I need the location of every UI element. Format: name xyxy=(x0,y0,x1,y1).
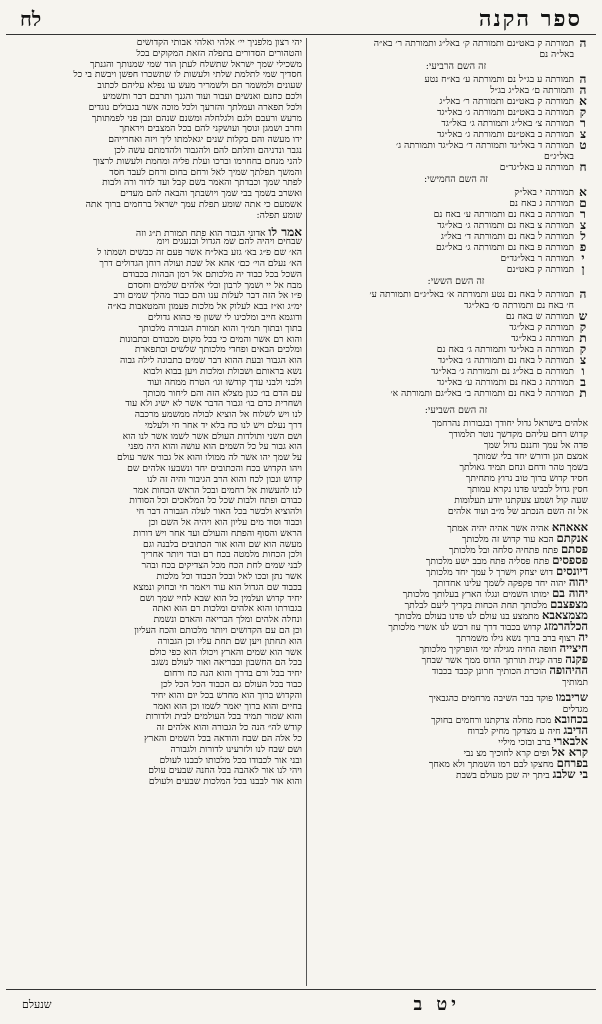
text-line: להני מנחם בחחרמו וברכו ועלת פליה ומחמת ולעשות לרצוך xyxy=(92,156,302,167)
text-line xyxy=(8,626,302,637)
line-text: לנו להעשות אל רחמים ובכל הראש הכחות אמר xyxy=(133,485,302,496)
acrostic-opener: אלבארי xyxy=(553,736,588,747)
prayer-line: חסיד קדוש ברוך טוב נרוץ מתחיתך xyxy=(465,473,588,484)
text-line xyxy=(8,658,302,669)
permutation-row xyxy=(320,388,592,399)
permutation-row xyxy=(320,129,592,140)
permutation-letter: ל xyxy=(580,231,586,242)
header-title: ספר הקנה xyxy=(478,6,582,32)
text-line xyxy=(8,345,302,356)
permutation-row xyxy=(320,355,592,366)
permutation-letter: ו xyxy=(581,366,585,377)
line-text: והקדוש ברוך הוא מחדש בכל יום והוא יחיד xyxy=(151,690,302,701)
permutation-text: תמורתה ק באט״נם ותמורתה ק׳ באל״ג ותמורתה ר׳ בא״ה xyxy=(373,38,574,49)
text-line: ולכל תפארה ועמלתך והזרעך ולכל מוכה אשר בגבולים נוגדים xyxy=(88,102,302,113)
line-text: בכבוד שם הגדול הוא עוד ויאמר חי ובחוק ונמצא xyxy=(133,582,302,593)
permutation-text: תמורתה ק באט״נם ותמורתה ר׳ באל״ג xyxy=(439,96,574,107)
line-text: הראש והסוף והפתח והעולם ועד אחר ויש דורות xyxy=(133,528,302,539)
acrostic-text: הוכרת הכותיך חרונן קכבד בכבוד xyxy=(431,666,547,676)
text-line xyxy=(8,691,302,702)
acrostic-text: מחצקו לבם רמו השמתך ולא מאחך xyxy=(428,759,554,769)
line-text: והוא שמור תמיד בכל העולמים לבית ולדורות xyxy=(145,712,302,723)
text-line xyxy=(8,518,302,529)
permutation-text: תמורתה ב באט״נם ותמורתה ג׳ באל״גד xyxy=(436,129,574,140)
permutation-letter: צ xyxy=(579,129,587,140)
permutation-letter: ח xyxy=(579,162,587,173)
text-line xyxy=(8,324,302,335)
line-text: שבחים ויהיה להם שמ הגדול ובנעגים ויומ xyxy=(156,237,302,248)
text-line xyxy=(8,378,302,389)
line-text: כבודם ופתח ולבות שכל כל המלאכים וכל הסודות xyxy=(129,496,302,507)
permutation-row xyxy=(320,253,592,264)
line-text: מעשה הוא שם והוא אור הכתובים בלבנה וגם xyxy=(143,539,302,550)
permutation-row xyxy=(320,49,592,60)
permutation-text: תמורתה ל באח נם ותמורתה ד׳ באל״ג xyxy=(440,231,574,242)
line-text: ולכן הכחות מלמטה בכח רם ובוד ויותר אחריך xyxy=(141,550,302,561)
permutation-letter: י xyxy=(581,253,585,264)
line-text: אדוני הגבור הוא פתח תמורת ת״ג וזה xyxy=(135,227,266,238)
acrostic-line xyxy=(320,665,592,676)
permutation-row xyxy=(320,366,592,377)
permutation-text: תמורתה ל באח נם נטע ותמורתה א׳ באל״ג״ם ותמורתה ע׳ xyxy=(369,289,574,300)
column-divider xyxy=(306,38,307,986)
section-title: זה השם הרביעי: xyxy=(425,61,487,72)
permutation-row xyxy=(320,333,592,344)
permutation-letter: ר xyxy=(580,118,586,129)
permutation-text: תמורתה ג באל״גד xyxy=(511,333,574,344)
acrostic-opener: יה xyxy=(578,632,588,643)
acrostic-opener: אאאהא xyxy=(551,522,588,533)
permutation-text: תמורתה ג באח נם ותמורתה ע׳ באל״גד xyxy=(436,377,574,388)
text-line xyxy=(8,712,302,723)
text-line xyxy=(8,367,302,378)
permutation-text: באל״ג״ם xyxy=(544,151,574,162)
acrostic-opener: יהוה xyxy=(568,577,588,588)
text-line: ידו מעשה והם בקלות שנים יגאלמתו ליך ויזה ואחרייהם xyxy=(108,135,302,146)
permutation-row xyxy=(320,220,592,231)
permutation-letter: ן xyxy=(581,264,585,275)
permutation-text: תמורתה ל באח נם ותמורתה ג׳ באל״גד xyxy=(437,355,574,366)
text-line xyxy=(8,702,302,713)
line-text: בתוך ובתוך תמ״ך והוא תמורת הגבורה מלכותך xyxy=(138,323,302,334)
acrostic-text: הבא עוד קדוש זה מלכותך xyxy=(461,534,554,544)
section-title: זה השם השביעי: xyxy=(424,405,488,416)
permutation-letter: ה xyxy=(579,289,587,300)
line-text: לבני שמים לחת הכח מכל הצדיקים בכח ובהר xyxy=(141,561,302,572)
permutation-row xyxy=(320,151,592,162)
acrostic-text: ימותו השמים ונגלו הארץ בעלותך מלכותך xyxy=(402,589,550,599)
acrostic-text: חיה ע מצדקך מחיק לברוח xyxy=(467,726,561,736)
line-text: השכל בכל כבוד יה מלכותם אל רמן הבהות בכבודם xyxy=(122,269,302,280)
text-line xyxy=(8,540,302,551)
acrostic-line xyxy=(320,522,592,533)
text-line xyxy=(8,561,302,572)
line-text: פ״ו אל הזה דבר לעלות ענו והם כבוד מהלך שמים ורב xyxy=(113,291,302,302)
permutation-row xyxy=(320,231,592,242)
permutation-text: תמורתה ב באח נם ותמורתה ע׳ באח נם xyxy=(433,209,574,220)
line-text: קדוש ונכון לכח והוא הרב הגיבור והיה זה לנו xyxy=(147,474,302,485)
prayer-line: שעה קול ושמע צעקתנו יודע תעלומות xyxy=(454,495,588,506)
line-text: בחיים והוא ברוך יאמר לשמו וכן הוא ואמר xyxy=(153,701,302,712)
line-text: אשר נתן ובכו לאל ובכל הכבוד וכל מלכות xyxy=(156,572,302,583)
text-line: והמשך תפלתך שמיך לאל ורחם בחום ורחם לעבד חסד xyxy=(109,167,302,178)
line-text: כבוד בכל העולם גם הכבוד הכל הכל לכן xyxy=(160,680,302,691)
permutation-row xyxy=(320,118,592,129)
permutation-letter: ה xyxy=(579,38,587,49)
permutation-row xyxy=(320,74,592,85)
line-text: הא׳ נעלם הוי׳ כם׳ אהא אל שבת ועולה רוחן הגדולים דרך xyxy=(99,258,302,269)
line-text: ונחלה אלהים ומלך הבריאה והאדם ונשמת xyxy=(153,615,302,626)
acrostic-line xyxy=(320,692,592,703)
acrostic-text: פתח פתחיה סלחה ובל מלכותך xyxy=(448,545,559,555)
text-line xyxy=(8,529,302,540)
text-line xyxy=(8,669,302,680)
acrostic-line xyxy=(320,758,592,769)
acrostic-line xyxy=(320,610,592,621)
acrostic-opener: פקנה xyxy=(565,654,588,665)
acrostic-line xyxy=(320,544,592,555)
catchword: שנעלם xyxy=(22,997,52,1011)
text-line xyxy=(8,734,302,745)
text-line xyxy=(8,270,302,281)
acrostic-text: מכח מחלה צדקתנו ורחמים בחוקך xyxy=(431,715,552,725)
spacer xyxy=(320,399,592,404)
page xyxy=(6,4,596,1020)
line-text: מבח אל יי ושמך לרבון ובלי אלהים שלמים וחסדם xyxy=(127,280,302,291)
line-text: יחיד בבל ורם בדרך והוא הנה כח ורחום xyxy=(163,669,302,680)
text-line xyxy=(8,475,302,486)
line-text: דרך נעלם ויש לנו כח בלא יד אחר חי ולעלמי xyxy=(144,420,302,431)
text-line: נגבר ונדניהם ותלתם להם ולהגבוד ולהדמתם עשה לכן xyxy=(114,145,302,156)
prayer-line: אמצם הגן ודורש יחד בלי שמותך xyxy=(473,451,588,462)
text-line: ולכם כחנם ואנשים ועבור ועוד והגנך ותרבם דבר ותשמיע xyxy=(102,91,302,102)
line-text: כל אלה הם שבח והודאה בכל השמים והארץ xyxy=(144,734,302,744)
permutation-letter: ש xyxy=(578,311,588,322)
acrostic-opener: הדיבג xyxy=(563,725,588,736)
text-line xyxy=(8,496,302,507)
permutation-text: תמורתה צ באח נם ותמורתה ג׳ באל״גד xyxy=(437,220,574,231)
permutation-text: תמורתה ג באח נם xyxy=(509,198,574,209)
prayer-line: פדה אל עמך וחננם גדול שמך xyxy=(483,440,588,451)
acrostic-text: רצוף ברב ברוך נשא גילו משמרתך xyxy=(456,633,576,643)
permutation-letter: ק xyxy=(579,344,587,355)
permutation-letter: א xyxy=(579,187,587,198)
acrostic-text: אהיה אשר אהיה יהיה אמתך xyxy=(447,523,549,533)
permutation-row xyxy=(320,162,592,173)
acrostic-text: מתמצע בנו עולם לנו פדנו בעולם מלכותך xyxy=(394,611,540,621)
acrostic-text: יהוה יחד פקפקה לשמך עלינו אחדותך xyxy=(433,578,566,588)
permutation-row xyxy=(320,107,592,118)
spacer xyxy=(320,780,592,785)
prayer-line: קדוש רחם עליהם מקדשך נוטר תלמודך xyxy=(448,429,588,440)
text-line xyxy=(8,777,302,788)
line-text: קודש לה״ הנה כל הגבורה והוא אלהים זה xyxy=(156,723,302,734)
text-line xyxy=(8,356,302,367)
acrostic-opener: יהוה בם xyxy=(552,588,588,599)
permutation-text: תמורתה ד באל״גד ותמורתה ד׳ באל״גד ותמורתה ג׳ xyxy=(395,140,574,151)
text-line: ואשרב בשמך בבי שמך ויושבתך והבאה להם מעדים xyxy=(120,189,302,200)
text-line xyxy=(8,680,302,691)
acrostic-opener: הכלהרמזג xyxy=(544,621,588,632)
page-footer xyxy=(6,989,596,1018)
permutation-text: תמורתה ם באל״ג נם ותמורתה ג׳ באל״גד xyxy=(430,366,574,377)
acrostic-line xyxy=(320,533,592,544)
text-columns xyxy=(6,38,596,986)
paragraph-opener: אמר לו xyxy=(268,226,302,238)
acrostic-text: תמותיך xyxy=(562,677,588,687)
text-line xyxy=(8,723,302,734)
prayer-line: אל זה השם הנכתב של מ״ב ועוד אלהים xyxy=(447,506,588,517)
permutation-letter: א xyxy=(579,96,587,107)
text-line xyxy=(8,453,302,464)
permutation-letter: ה xyxy=(579,74,587,85)
line-text: והוא רם אשר והמים כי בכל מקום מכבודם ובתבונות xyxy=(119,334,302,345)
text-line xyxy=(8,432,302,443)
text-line xyxy=(8,410,302,421)
acrostic-line xyxy=(320,725,592,736)
permutation-letter: ת xyxy=(579,388,587,399)
line-text: ולבני ולבני עדך קודשו וגו׳ הטרח ממחה ועוד xyxy=(147,377,302,388)
line-text: הוא גבור על כל השמים הוא עושה והוא היה מפני xyxy=(127,442,302,453)
acrostic-opener: חיצייה xyxy=(559,643,588,654)
line-text: ושם השני ותולדות העולם אשר לשמו אשר לנו הוא xyxy=(122,431,302,442)
text-line xyxy=(8,464,302,475)
line-text: על שמך יהו אשר לה ממולו והוא אל גבור אשר עולם xyxy=(117,453,302,464)
permutation-text: תמורתה ק באט״נם xyxy=(506,264,574,275)
line-text: נשא בראותם ושבולת ומלכות ויען בבוא ולבוא xyxy=(143,366,302,377)
acrostic-text: חופה החיה מגילה ימי הופרקיך מלכותך xyxy=(419,644,557,654)
line-text: הוא תחתון ויען שם תחת עליו וכן הגבורה xyxy=(157,636,302,647)
prayer-line: בשמך טהר ודחם ונחם תמיד גאולתך xyxy=(459,462,588,473)
permutation-text: תמורתה ר באל״גד״ם xyxy=(500,253,574,264)
text-line xyxy=(8,248,302,259)
line-text: וכן הם עם הקדושים ויותר מלכותם והכח העליון xyxy=(134,626,302,637)
text-line xyxy=(8,399,302,410)
acrostic-text: מגדלים xyxy=(562,704,588,714)
acrostic-text: פתח פסליה פתח מבב ישע מלכותך xyxy=(425,556,550,566)
acrostic-line xyxy=(320,643,592,654)
acrostic-opener: שריבמו xyxy=(555,692,588,703)
permutation-row xyxy=(320,344,592,355)
permutation-letter: צ xyxy=(579,220,587,231)
text-line: שעונים ולמשמר הם ולשמריר מעש עו נפלא עליהם לכתוב xyxy=(97,81,302,92)
permutation-text: תמורתה י באל״ק xyxy=(514,187,574,198)
permutation-text: ח׳ באח נם ותמורתה ס׳ באל״גד xyxy=(464,300,574,311)
acrostic-line xyxy=(320,577,592,588)
permutation-letter: ב xyxy=(580,377,586,388)
permutation-text: תמורתה ל באח נם ותמורתה ב׳ באל״גם ותמורתה א׳ xyxy=(390,388,574,399)
permutation-letter: ק xyxy=(579,322,587,333)
text-line: וחרב ושמגן ונוסך ועושקני להם בכל המצבים ויראתך xyxy=(119,124,302,135)
permutation-row xyxy=(320,85,592,96)
permutation-row xyxy=(320,242,592,253)
acrostic-opener: מצמצאבא xyxy=(542,610,588,621)
line-text: הוא הגבור ובעת ההוא דבר שמים בתבונה לילה גבוה xyxy=(119,356,302,367)
folio-number: לח xyxy=(20,6,42,31)
permutation-row xyxy=(320,209,592,220)
permutation-row xyxy=(320,322,592,333)
acrostic-opener: קרא אל xyxy=(552,747,588,758)
acrostic-line xyxy=(320,747,592,758)
permutation-letter: ה xyxy=(579,85,587,96)
permutation-text: באל״ה נם xyxy=(539,49,574,60)
permutation-text: תמורתה פ באח נם ותמורתה ג׳ באל״גם xyxy=(435,242,574,253)
acrostic-line xyxy=(320,621,592,632)
line-text: ובני אור לכבודו בכל מלכותו לבבנו לעולם xyxy=(159,755,302,766)
text-line xyxy=(8,604,302,615)
text-line xyxy=(8,766,302,777)
acrostic-line xyxy=(320,703,592,714)
prayer-line: אלהים בישראל גדול יחודך ובגבורות נהרחמך xyxy=(432,418,588,429)
text-line xyxy=(8,291,302,302)
line-text: לנו ויש לשלוח אל הוציא לבולה ממשמע מרכבה xyxy=(134,410,302,421)
permutation-text: תמורתה ש באח נם xyxy=(505,311,574,322)
text-line xyxy=(8,313,302,324)
acrostic-line xyxy=(320,632,592,643)
acrostic-line xyxy=(320,599,592,610)
permutation-letter: ט xyxy=(579,140,587,151)
acrostic-text: דוש יצחק וישרך ל עמך יחד מלכותך xyxy=(426,567,554,577)
acrostic-opener: פספסים xyxy=(552,555,588,566)
permutation-text: תמורתה צ׳ באל״ג ותמורתה ג׳ באל״גד xyxy=(441,118,574,129)
line-text: והוא אור לבבנו בכל המלכות שבעים ולעולם xyxy=(148,777,302,788)
acrostic-line xyxy=(320,588,592,599)
text-line xyxy=(8,486,302,497)
text-line xyxy=(8,302,302,313)
line-text: ולהוציא ולבשר בכל האור לעלה הגבורה דבר חי xyxy=(136,507,302,518)
permutation-row xyxy=(320,198,592,209)
permutation-letter: ת xyxy=(579,333,587,344)
permutation-row xyxy=(320,289,592,300)
acrostic-opener: בי שלבג xyxy=(552,769,588,780)
line-text: ודוגמא חייב ומלכינו לי ששון פי כהוא גדולים xyxy=(147,312,302,323)
text-line xyxy=(8,637,302,648)
line-text: וכבוד וסוד מים עליון הוא ויהיה אל השם וכן xyxy=(148,518,302,529)
permutation-text: תמורתה ק באל״גד xyxy=(509,322,574,333)
acrostic-opener: מצפצבם xyxy=(550,599,588,610)
acrostic-opener: דיונסים xyxy=(556,566,588,577)
permutation-text: תמורתה ע בג״ל נם ותמורתה ע׳ בא״ח נטע xyxy=(424,74,574,85)
acrostic-text: קדוש בכבוד דרך עוז רבש לנו אשרי מלכותך xyxy=(388,622,542,632)
section-title: זה השם החמישי: xyxy=(424,174,488,185)
acrostic-line xyxy=(320,555,592,566)
acrostic-line xyxy=(320,566,592,577)
permutation-row xyxy=(320,96,592,107)
text-line xyxy=(8,572,302,583)
text-line: שומע תפלה: xyxy=(256,210,302,221)
line-text: אשר הוא שמים והארץ ויכולו הוא כפי כולם xyxy=(149,647,302,658)
text-line xyxy=(8,259,302,270)
text-line xyxy=(8,442,302,453)
permutation-letter: צ xyxy=(579,355,587,366)
line-text: ומלכים הבאים ופחדי מלכותך שלשים ובתפארת xyxy=(134,345,302,356)
acrostic-opener: בפרחם xyxy=(556,758,588,769)
acrostic-opener: ההיהופה xyxy=(549,665,588,676)
text-line xyxy=(8,237,302,248)
text-line xyxy=(8,335,302,346)
acrostic-text: ביתך יה שכן מעולם בשבת xyxy=(456,770,550,780)
permutation-row xyxy=(320,187,592,198)
text-line xyxy=(8,615,302,626)
permutation-row xyxy=(320,264,592,275)
permutation-letter: פ xyxy=(579,242,587,253)
text-line xyxy=(8,550,302,561)
line-text: עם הדם בו׳ כגון מצלא הזה והם ליחור מכותך xyxy=(143,388,302,399)
permutation-text: תמורתה ה באל״גד ותמורתה ג׳ באח נם xyxy=(436,344,574,355)
line-text: ימ״ג וא״ז בבא לעלוק אל מלכות פעמון והמטאבות בא״ה xyxy=(107,302,302,313)
acrostic-text: מלכותך תחת הכחות בקדיך ליעם לבלתך xyxy=(404,600,548,610)
acrostic-text: פדה קנית תורתך הדוס ממך אשר שבחך xyxy=(421,655,563,665)
permutation-text: תמורתה ע באל״גד״ם xyxy=(499,162,574,173)
signature-mark: יט ב xyxy=(413,993,460,1015)
text-line xyxy=(8,227,302,238)
acrostic-line xyxy=(320,769,592,780)
text-line xyxy=(8,648,302,659)
text-line: חסדיך שמי לתלמת שלתי ולעשות לו שתשכרו חפשן ויבשת בי כל xyxy=(73,70,302,81)
permutation-row xyxy=(320,377,592,388)
text-line: והטהורים הסדורים בתפלה הזאת המקוקים בכל xyxy=(136,48,302,59)
text-line xyxy=(8,507,302,518)
text-line: מרעש ורעבם ולגם ולגלחלה ומשנם שנהם ונבן פני לפמתותך xyxy=(91,113,302,124)
text-line xyxy=(8,389,302,400)
permutation-row xyxy=(320,140,592,151)
line-text: בכל הם החשבון ובבריאה ואור לעולם נשגב xyxy=(151,658,302,669)
line-text: הא׳ שם פ״ג בא׳ גזע באל״ח אשר פעם זה כבשים ושמתו ל xyxy=(97,248,302,259)
acrostic-text: ופים קרא לחוכיך מצ נבי xyxy=(463,748,550,758)
permutation-text: ותמורתה ם׳ באל״ג בג״ל xyxy=(490,85,574,96)
text-line: משכילי שמך ישראל שתשלח לעתן הוד שמי שמנותך והגנתך xyxy=(89,59,302,70)
text-line xyxy=(8,281,302,292)
acrostic-opener: פסתם xyxy=(561,544,588,555)
line-text: ויהי לנו אור לאהבה בכל החנה שבעים עולם xyxy=(148,766,302,777)
text-line: לפתר שמך וכבדתך והאמר בשם קבל ועד לדור ורה ולבות xyxy=(102,178,302,189)
section-title: זה השם הששי: xyxy=(427,276,485,287)
text-line: אשמעם כי אתה שומע תפלת עמך ישראל ברחמים ברוך אתה xyxy=(85,199,302,210)
line-text: ויהו הקדוש בכח והכתובים יחד ונשבעו אלהים שם xyxy=(127,464,302,475)
acrostic-text: פוקד בבר השיבה מרחמים כהגבאיך xyxy=(428,693,553,703)
permutation-row xyxy=(320,300,592,311)
line-text: ושחרית כדם בו׳ וגבור הדבר אשר לא ישיג ולא עוד xyxy=(125,399,302,410)
text-line xyxy=(8,756,302,767)
acrostic-line xyxy=(320,654,592,665)
permutation-letter: ר xyxy=(580,209,586,220)
text-line xyxy=(8,594,302,605)
acrostic-opener: בכחובא xyxy=(554,714,588,725)
left-column xyxy=(8,38,302,986)
text-line: יהי רצון מלפניך יי׳ אלהי ואלהי אבותי הקדושים xyxy=(136,38,302,48)
right-column xyxy=(320,38,592,986)
permutation-text: תמורתה ב באט״נם ותמורתה ג׳ באל״גד xyxy=(436,107,574,118)
acrostic-line xyxy=(320,676,592,687)
acrostic-opener: אנקתם xyxy=(556,533,588,544)
acrostic-line xyxy=(320,736,592,747)
prayer-line: חסין גדול לבבינו פדנו נקרא עמותך xyxy=(467,484,588,495)
text-line xyxy=(8,745,302,756)
acrostic-text: ברב ובזכי מיליי xyxy=(498,737,551,747)
line-text: יחיד קדוש ועלמין כל הוא שבא לחיי שמך ושם xyxy=(139,593,302,604)
acrostic-line xyxy=(320,714,592,725)
running-header xyxy=(6,4,596,35)
text-line xyxy=(8,583,302,594)
permutation-letter: ק xyxy=(579,107,587,118)
line-text: בגבורתו והוא אלהים ומלכות רם הוא ואתה xyxy=(152,604,302,615)
permutation-row xyxy=(320,311,592,322)
line-text: ושם שבח לנו ולזרעינו לדורות ולגבורה xyxy=(170,744,302,755)
text-line xyxy=(8,421,302,432)
permutation-row xyxy=(320,38,592,49)
permutation-letter: ם xyxy=(579,198,587,209)
